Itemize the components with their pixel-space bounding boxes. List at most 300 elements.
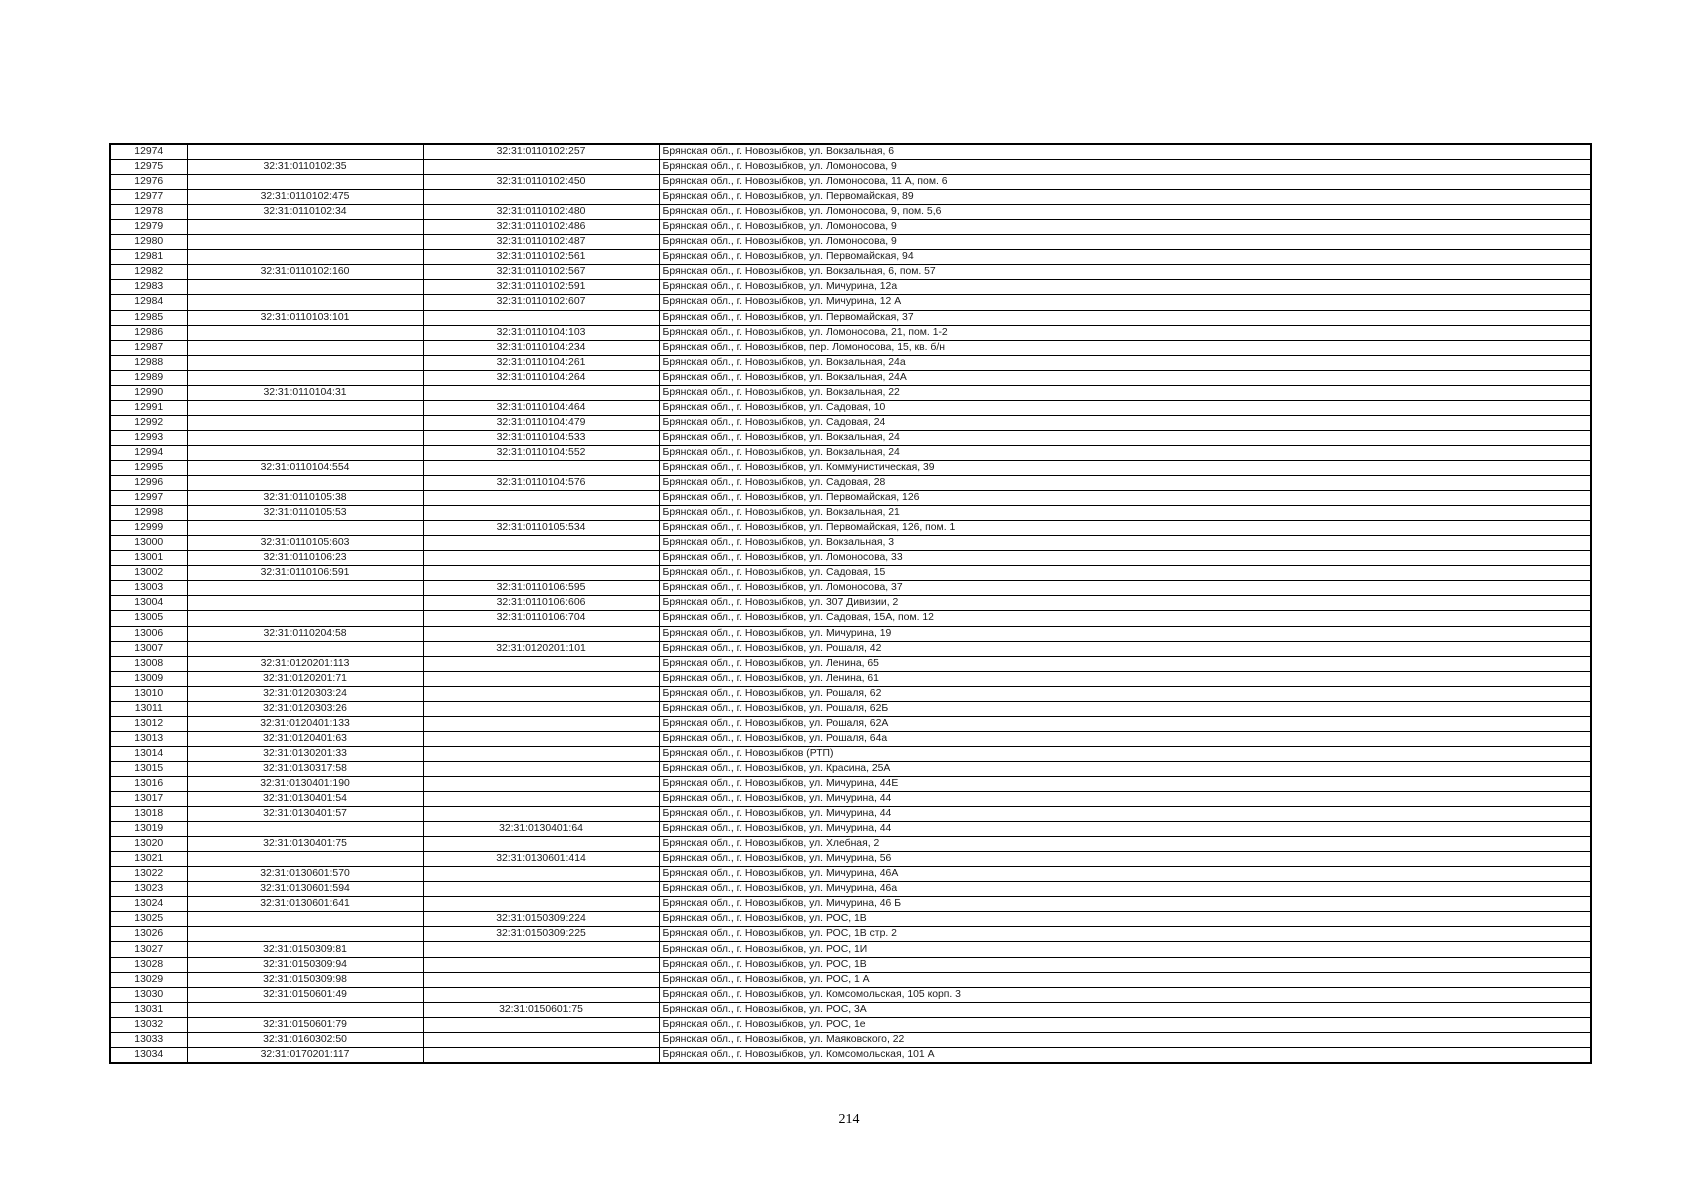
row-number-cell: 13008 bbox=[110, 656, 187, 671]
row-number-cell: 12984 bbox=[110, 295, 187, 310]
table-row bbox=[110, 852, 1591, 867]
table-row bbox=[110, 792, 1591, 807]
building-cadastral-number-cell: 32:31:0110102:591 bbox=[423, 280, 659, 295]
row-number-cell: 13018 bbox=[110, 807, 187, 822]
building-cadastral-number-cell: 32:31:0120201:101 bbox=[423, 641, 659, 656]
table-row bbox=[110, 521, 1591, 536]
cadastral-number-cell: 32:31:0110102:35 bbox=[187, 160, 423, 175]
cadastral-number-cell: 32:31:0130401:190 bbox=[187, 776, 423, 791]
row-number-cell: 13033 bbox=[110, 1032, 187, 1047]
building-cadastral-number-cell bbox=[423, 460, 659, 475]
table-row bbox=[110, 551, 1591, 566]
cadastral-number-cell: 32:31:0110104:31 bbox=[187, 385, 423, 400]
address-cell: Брянская обл., г. Новозыбков, ул. Красина, 25А bbox=[659, 761, 1591, 776]
row-number-cell: 13006 bbox=[110, 626, 187, 641]
building-cadastral-number-cell: 32:31:0110104:234 bbox=[423, 340, 659, 355]
table-row bbox=[110, 506, 1591, 521]
row-number-cell: 13015 bbox=[110, 761, 187, 776]
cadastral-number-cell bbox=[187, 295, 423, 310]
building-cadastral-number-cell: 32:31:0110102:257 bbox=[423, 144, 659, 160]
address-cell: Брянская обл., г. Новозыбков, ул. Вокзальная, 24А bbox=[659, 370, 1591, 385]
table-row bbox=[110, 430, 1591, 445]
cadastral-number-cell: 32:31:0130401:57 bbox=[187, 807, 423, 822]
address-cell: Брянская обл., г. Новозыбков, ул. Вокзальная, 6 bbox=[659, 144, 1591, 160]
address-cell: Брянская обл., г. Новозыбков, ул. Мичурина, 46 Б bbox=[659, 897, 1591, 912]
row-number-cell: 13005 bbox=[110, 611, 187, 626]
address-cell: Брянская обл., г. Новозыбков, ул. Первомайская, 94 bbox=[659, 250, 1591, 265]
table-row bbox=[110, 310, 1591, 325]
table-row bbox=[110, 912, 1591, 927]
address-cell: Брянская обл., г. Новозыбков, ул. Хлебная, 2 bbox=[659, 837, 1591, 852]
row-number-cell: 12980 bbox=[110, 235, 187, 250]
cadastral-number-cell bbox=[187, 340, 423, 355]
cadastral-number-cell: 32:31:0150309:94 bbox=[187, 957, 423, 972]
table-row bbox=[110, 280, 1591, 295]
building-cadastral-number-cell bbox=[423, 1032, 659, 1047]
cadastral-number-cell: 32:31:0110102:34 bbox=[187, 205, 423, 220]
row-number-cell: 13026 bbox=[110, 927, 187, 942]
cadastral-number-cell bbox=[187, 581, 423, 596]
cadastral-number-cell bbox=[187, 325, 423, 340]
cadastral-number-cell bbox=[187, 822, 423, 837]
table-row bbox=[110, 807, 1591, 822]
address-cell: Брянская обл., г. Новозыбков, ул. Ломоносова, 37 bbox=[659, 581, 1591, 596]
cadastral-number-cell bbox=[187, 175, 423, 190]
address-cell: Брянская обл., г. Новозыбков, ул. Вокзальная, 22 bbox=[659, 385, 1591, 400]
building-cadastral-number-cell: 32:31:0110106:606 bbox=[423, 596, 659, 611]
building-cadastral-number-cell: 32:31:0110104:264 bbox=[423, 370, 659, 385]
cadastral-number-cell: 32:31:0150601:79 bbox=[187, 1017, 423, 1032]
table-row bbox=[110, 927, 1591, 942]
address-cell: Брянская обл., г. Новозыбков, ул. РОС, 1В bbox=[659, 912, 1591, 927]
row-number-cell: 12986 bbox=[110, 325, 187, 340]
row-number-cell: 13012 bbox=[110, 716, 187, 731]
building-cadastral-number-cell: 32:31:0110102:607 bbox=[423, 295, 659, 310]
address-cell: Брянская обл., г. Новозыбков (РТП) bbox=[659, 746, 1591, 761]
building-cadastral-number-cell bbox=[423, 626, 659, 641]
cadastral-number-cell bbox=[187, 430, 423, 445]
cadastral-number-cell bbox=[187, 641, 423, 656]
address-cell: Брянская обл., г. Новозыбков, ул. Первомайская, 126 bbox=[659, 491, 1591, 506]
address-cell: Брянская обл., г. Новозыбков, ул. Рошаля, 62А bbox=[659, 716, 1591, 731]
cadastral-number-cell: 32:31:0110105:603 bbox=[187, 536, 423, 551]
cadastral-number-cell bbox=[187, 476, 423, 491]
row-number-cell: 13007 bbox=[110, 641, 187, 656]
address-cell: Брянская обл., г. Новозыбков, ул. Рошаля, 64а bbox=[659, 731, 1591, 746]
table-row bbox=[110, 656, 1591, 671]
row-number-cell: 12993 bbox=[110, 430, 187, 445]
cadastral-number-cell: 32:31:0130401:54 bbox=[187, 792, 423, 807]
address-cell: Брянская обл., г. Новозыбков, ул. Комсомольская, 101 А bbox=[659, 1047, 1591, 1063]
building-cadastral-number-cell bbox=[423, 1047, 659, 1063]
building-cadastral-number-cell: 32:31:0110104:464 bbox=[423, 400, 659, 415]
row-number-cell: 12992 bbox=[110, 415, 187, 430]
address-cell: Брянская обл., г. Новозыбков, ул. Комсомольская, 105 корп. 3 bbox=[659, 987, 1591, 1002]
row-number-cell: 13032 bbox=[110, 1017, 187, 1032]
table-row bbox=[110, 566, 1591, 581]
address-cell: Брянская обл., г. Новозыбков, ул. Ломоносова, 11 А, пом. 6 bbox=[659, 175, 1591, 190]
cadastral-number-cell: 32:31:0110105:53 bbox=[187, 506, 423, 521]
building-cadastral-number-cell bbox=[423, 897, 659, 912]
address-cell: Брянская обл., г. Новозыбков, ул. Вокзальная, 24 bbox=[659, 430, 1591, 445]
building-cadastral-number-cell bbox=[423, 701, 659, 716]
table-row bbox=[110, 746, 1591, 761]
table-row bbox=[110, 265, 1591, 280]
address-cell: Брянская обл., г. Новозыбков, ул. Вокзальная, 6, пом. 57 bbox=[659, 265, 1591, 280]
row-number-cell: 13023 bbox=[110, 882, 187, 897]
building-cadastral-number-cell: 32:31:0150601:75 bbox=[423, 1002, 659, 1017]
row-number-cell: 12998 bbox=[110, 506, 187, 521]
cadastral-number-cell: 32:31:0110106:23 bbox=[187, 551, 423, 566]
table-row bbox=[110, 701, 1591, 716]
row-number-cell: 12988 bbox=[110, 355, 187, 370]
cadastral-number-cell: 32:31:0120401:63 bbox=[187, 731, 423, 746]
table-row bbox=[110, 897, 1591, 912]
address-cell: Брянская обл., г. Новозыбков, ул. Садовая, 15 bbox=[659, 566, 1591, 581]
table-row bbox=[110, 1017, 1591, 1032]
cadastral-number-cell: 32:31:0110102:475 bbox=[187, 190, 423, 205]
row-number-cell: 13029 bbox=[110, 972, 187, 987]
address-cell: Брянская обл., г. Новозыбков, ул. Садовая, 28 bbox=[659, 476, 1591, 491]
building-cadastral-number-cell bbox=[423, 671, 659, 686]
table-row bbox=[110, 1002, 1591, 1017]
row-number-cell: 13017 bbox=[110, 792, 187, 807]
table-row bbox=[110, 686, 1591, 701]
building-cadastral-number-cell: 32:31:0110106:704 bbox=[423, 611, 659, 626]
address-cell: Брянская обл., г. Новозыбков, ул. Мичурина, 46А bbox=[659, 867, 1591, 882]
address-cell: Брянская обл., г. Новозыбков, ул. Первомайская, 37 bbox=[659, 310, 1591, 325]
table-row bbox=[110, 626, 1591, 641]
building-cadastral-number-cell bbox=[423, 1017, 659, 1032]
cadastral-number-cell: 32:31:0110105:38 bbox=[187, 491, 423, 506]
building-cadastral-number-cell bbox=[423, 190, 659, 205]
cadastral-number-cell: 32:31:0130601:641 bbox=[187, 897, 423, 912]
cadastral-number-cell bbox=[187, 400, 423, 415]
address-cell: Брянская обл., г. Новозыбков, ул. Садовая, 15А, пом. 12 bbox=[659, 611, 1591, 626]
table-row bbox=[110, 776, 1591, 791]
building-cadastral-number-cell: 32:31:0110106:595 bbox=[423, 581, 659, 596]
row-number-cell: 13016 bbox=[110, 776, 187, 791]
building-cadastral-number-cell: 32:31:0110102:486 bbox=[423, 220, 659, 235]
address-cell: Брянская обл., г. Новозыбков, ул. Вокзальная, 24а bbox=[659, 355, 1591, 370]
table-row bbox=[110, 1047, 1591, 1063]
address-cell: Брянская обл., г. Новозыбков, ул. РОС, 3А bbox=[659, 1002, 1591, 1017]
address-cell: Брянская обл., г. Новозыбков, ул. Ломоносова, 9 bbox=[659, 220, 1591, 235]
table-row bbox=[110, 641, 1591, 656]
table-row bbox=[110, 972, 1591, 987]
building-cadastral-number-cell bbox=[423, 566, 659, 581]
table-row bbox=[110, 942, 1591, 957]
row-number-cell: 12985 bbox=[110, 310, 187, 325]
cadastral-number-cell bbox=[187, 280, 423, 295]
address-cell: Брянская обл., г. Новозыбков, ул. РОС, 1е bbox=[659, 1017, 1591, 1032]
cadastral-number-cell: 32:31:0120303:24 bbox=[187, 686, 423, 701]
table-row bbox=[110, 220, 1591, 235]
cadastral-number-cell: 32:31:0130601:594 bbox=[187, 882, 423, 897]
row-number-cell: 12979 bbox=[110, 220, 187, 235]
table-row bbox=[110, 160, 1591, 175]
table-row bbox=[110, 235, 1591, 250]
row-number-cell: 12978 bbox=[110, 205, 187, 220]
row-number-cell: 12995 bbox=[110, 460, 187, 475]
address-cell: Брянская обл., г. Новозыбков, ул. Ленина, 65 bbox=[659, 656, 1591, 671]
building-cadastral-number-cell bbox=[423, 972, 659, 987]
cadastral-number-cell: 32:31:0120401:133 bbox=[187, 716, 423, 731]
row-number-cell: 13001 bbox=[110, 551, 187, 566]
cadastral-number-cell bbox=[187, 220, 423, 235]
address-cell: Брянская обл., г. Новозыбков, ул. Ломоносова, 9, пом. 5,6 bbox=[659, 205, 1591, 220]
cadastral-number-cell bbox=[187, 355, 423, 370]
address-cell: Брянская обл., г. Новозыбков, ул. РОС, 1В bbox=[659, 957, 1591, 972]
table-row bbox=[110, 325, 1591, 340]
cadastral-number-cell bbox=[187, 596, 423, 611]
table-row bbox=[110, 415, 1591, 430]
table-row bbox=[110, 460, 1591, 475]
cadastral-number-cell: 32:31:0170201:117 bbox=[187, 1047, 423, 1063]
table-row bbox=[110, 536, 1591, 551]
address-cell: Брянская обл., г. Новозыбков, ул. Рошаля, 42 bbox=[659, 641, 1591, 656]
cadastral-number-cell: 32:31:0150601:49 bbox=[187, 987, 423, 1002]
table-row bbox=[110, 987, 1591, 1002]
row-number-cell: 13011 bbox=[110, 701, 187, 716]
building-cadastral-number-cell bbox=[423, 761, 659, 776]
building-cadastral-number-cell bbox=[423, 506, 659, 521]
address-cell: Брянская обл., г. Новозыбков, ул. Садовая, 10 bbox=[659, 400, 1591, 415]
table-row bbox=[110, 882, 1591, 897]
table-row bbox=[110, 1032, 1591, 1047]
building-cadastral-number-cell bbox=[423, 746, 659, 761]
address-cell: Брянская обл., г. Новозыбков, ул. Ломоносова, 9 bbox=[659, 160, 1591, 175]
table-row bbox=[110, 611, 1591, 626]
row-number-cell: 12981 bbox=[110, 250, 187, 265]
address-cell: Брянская обл., г. Новозыбков, пер. Ломоносова, 15, кв. б/н bbox=[659, 340, 1591, 355]
table-row bbox=[110, 596, 1591, 611]
row-number-cell: 13027 bbox=[110, 942, 187, 957]
address-cell: Брянская обл., г. Новозыбков, ул. РОС, 1В стр. 2 bbox=[659, 927, 1591, 942]
table-row bbox=[110, 761, 1591, 776]
table-row bbox=[110, 385, 1591, 400]
building-cadastral-number-cell bbox=[423, 551, 659, 566]
row-number-cell: 13021 bbox=[110, 852, 187, 867]
table-row bbox=[110, 671, 1591, 686]
cadastral-number-cell bbox=[187, 912, 423, 927]
building-cadastral-number-cell: 32:31:0110104:479 bbox=[423, 415, 659, 430]
row-number-cell: 13034 bbox=[110, 1047, 187, 1063]
row-number-cell: 13000 bbox=[110, 536, 187, 551]
cadastral-number-cell: 32:31:0150309:98 bbox=[187, 972, 423, 987]
building-cadastral-number-cell bbox=[423, 536, 659, 551]
table-row bbox=[110, 837, 1591, 852]
row-number-cell: 13003 bbox=[110, 581, 187, 596]
building-cadastral-number-cell bbox=[423, 491, 659, 506]
building-cadastral-number-cell bbox=[423, 882, 659, 897]
address-cell: Брянская обл., г. Новозыбков, ул. Мичурина, 46а bbox=[659, 882, 1591, 897]
cadastral-number-cell: 32:31:0120201:113 bbox=[187, 656, 423, 671]
building-cadastral-number-cell: 32:31:0110102:480 bbox=[423, 205, 659, 220]
building-cadastral-number-cell: 32:31:0150309:224 bbox=[423, 912, 659, 927]
row-number-cell: 13031 bbox=[110, 1002, 187, 1017]
address-cell: Брянская обл., г. Новозыбков, ул. Ленина, 61 bbox=[659, 671, 1591, 686]
address-cell: Брянская обл., г. Новозыбков, ул. Вокзальная, 3 bbox=[659, 536, 1591, 551]
cadastral-number-cell: 32:31:0130317:58 bbox=[187, 761, 423, 776]
cadastral-number-cell: 32:31:0150309:81 bbox=[187, 942, 423, 957]
cadastral-number-cell bbox=[187, 927, 423, 942]
address-cell: Брянская обл., г. Новозыбков, ул. Первомайская, 89 bbox=[659, 190, 1591, 205]
row-number-cell: 12987 bbox=[110, 340, 187, 355]
building-cadastral-number-cell bbox=[423, 792, 659, 807]
address-cell: Брянская обл., г. Новозыбков, ул. Ломоносова, 21, пом. 1-2 bbox=[659, 325, 1591, 340]
building-cadastral-number-cell: 32:31:0110102:561 bbox=[423, 250, 659, 265]
cadastral-number-cell bbox=[187, 370, 423, 385]
cadastral-number-cell bbox=[187, 521, 423, 536]
table-row bbox=[110, 731, 1591, 746]
cadastral-number-cell bbox=[187, 415, 423, 430]
registry-table bbox=[109, 143, 1592, 1064]
table-row bbox=[110, 355, 1591, 370]
row-number-cell: 12996 bbox=[110, 476, 187, 491]
cadastral-number-cell: 32:31:0110204:58 bbox=[187, 626, 423, 641]
cadastral-number-cell: 32:31:0110104:554 bbox=[187, 460, 423, 475]
address-cell: Брянская обл., г. Новозыбков, ул. Рошаля, 62 bbox=[659, 686, 1591, 701]
building-cadastral-number-cell: 32:31:0110102:567 bbox=[423, 265, 659, 280]
table-row bbox=[110, 476, 1591, 491]
row-number-cell: 13025 bbox=[110, 912, 187, 927]
building-cadastral-number-cell bbox=[423, 942, 659, 957]
cadastral-number-cell bbox=[187, 1002, 423, 1017]
table-row bbox=[110, 400, 1591, 415]
table-row bbox=[110, 370, 1591, 385]
address-cell: Брянская обл., г. Новозыбков, ул. Вокзальная, 21 bbox=[659, 506, 1591, 521]
cadastral-number-cell: 32:31:0130401:75 bbox=[187, 837, 423, 852]
row-number-cell: 12974 bbox=[110, 144, 187, 160]
address-cell: Брянская обл., г. Новозыбков, ул. Мичурина, 44Е bbox=[659, 776, 1591, 791]
cadastral-number-cell bbox=[187, 250, 423, 265]
row-number-cell: 13022 bbox=[110, 867, 187, 882]
row-number-cell: 13020 bbox=[110, 837, 187, 852]
row-number-cell: 12999 bbox=[110, 521, 187, 536]
building-cadastral-number-cell: 32:31:0130401:64 bbox=[423, 822, 659, 837]
address-cell: Брянская обл., г. Новозыбков, ул. Маяковского, 22 bbox=[659, 1032, 1591, 1047]
building-cadastral-number-cell: 32:31:0150309:225 bbox=[423, 927, 659, 942]
address-cell: Брянская обл., г. Новозыбков, ул. Мичурина, 44 bbox=[659, 792, 1591, 807]
row-number-cell: 12991 bbox=[110, 400, 187, 415]
row-number-cell: 12994 bbox=[110, 445, 187, 460]
address-cell: Брянская обл., г. Новозыбков, ул. Первомайская, 126, пом. 1 bbox=[659, 521, 1591, 536]
cadastral-number-cell: 32:31:0130201:33 bbox=[187, 746, 423, 761]
table-body bbox=[110, 144, 1591, 1063]
row-number-cell: 12989 bbox=[110, 370, 187, 385]
cadastral-number-cell: 32:31:0130601:570 bbox=[187, 867, 423, 882]
address-cell: Брянская обл., г. Новозыбков, ул. Мичурина, 19 bbox=[659, 626, 1591, 641]
cadastral-number-cell: 32:31:0120303:26 bbox=[187, 701, 423, 716]
building-cadastral-number-cell: 32:31:0110102:450 bbox=[423, 175, 659, 190]
building-cadastral-number-cell bbox=[423, 160, 659, 175]
row-number-cell: 13030 bbox=[110, 987, 187, 1002]
address-cell: Брянская обл., г. Новозыбков, ул. Садовая, 24 bbox=[659, 415, 1591, 430]
address-cell: Брянская обл., г. Новозыбков, ул. Мичурина, 44 bbox=[659, 807, 1591, 822]
address-cell: Брянская обл., г. Новозыбков, ул. Коммунистическая, 39 bbox=[659, 460, 1591, 475]
cadastral-number-cell: 32:31:0160302:50 bbox=[187, 1032, 423, 1047]
building-cadastral-number-cell bbox=[423, 867, 659, 882]
building-cadastral-number-cell: 32:31:0110104:533 bbox=[423, 430, 659, 445]
building-cadastral-number-cell bbox=[423, 656, 659, 671]
building-cadastral-number-cell: 32:31:0110104:261 bbox=[423, 355, 659, 370]
table-row bbox=[110, 491, 1591, 506]
row-number-cell: 13010 bbox=[110, 686, 187, 701]
table-row bbox=[110, 716, 1591, 731]
row-number-cell: 12982 bbox=[110, 265, 187, 280]
row-number-cell: 13009 bbox=[110, 671, 187, 686]
building-cadastral-number-cell bbox=[423, 776, 659, 791]
address-cell: Брянская обл., г. Новозыбков, ул. Ломоносова, 33 bbox=[659, 551, 1591, 566]
row-number-cell: 13013 bbox=[110, 731, 187, 746]
row-number-cell: 12990 bbox=[110, 385, 187, 400]
building-cadastral-number-cell bbox=[423, 310, 659, 325]
row-number-cell: 13004 bbox=[110, 596, 187, 611]
table-row bbox=[110, 250, 1591, 265]
row-number-cell: 12975 bbox=[110, 160, 187, 175]
address-cell: Брянская обл., г. Новозыбков, ул. Мичурина, 56 bbox=[659, 852, 1591, 867]
address-cell: Брянская обл., г. Новозыбков, ул. РОС, 1И bbox=[659, 942, 1591, 957]
building-cadastral-number-cell: 32:31:0110102:487 bbox=[423, 235, 659, 250]
building-cadastral-number-cell: 32:31:0110105:534 bbox=[423, 521, 659, 536]
cadastral-number-cell bbox=[187, 235, 423, 250]
building-cadastral-number-cell: 32:31:0110104:576 bbox=[423, 476, 659, 491]
address-cell: Брянская обл., г. Новозыбков, ул. Ломоносова, 9 bbox=[659, 235, 1591, 250]
cadastral-number-cell bbox=[187, 611, 423, 626]
table-row bbox=[110, 190, 1591, 205]
table-row bbox=[110, 867, 1591, 882]
page-number: 214 bbox=[838, 1112, 860, 1127]
address-cell: Брянская обл., г. Новозыбков, ул. 307 Дивизии, 2 bbox=[659, 596, 1591, 611]
address-cell: Брянская обл., г. Новозыбков, ул. Мичурина, 12а bbox=[659, 280, 1591, 295]
address-cell: Брянская обл., г. Новозыбков, ул. Вокзальная, 24 bbox=[659, 445, 1591, 460]
table-row bbox=[110, 175, 1591, 190]
row-number-cell: 12976 bbox=[110, 175, 187, 190]
building-cadastral-number-cell bbox=[423, 385, 659, 400]
row-number-cell: 12997 bbox=[110, 491, 187, 506]
table-row bbox=[110, 445, 1591, 460]
building-cadastral-number-cell bbox=[423, 807, 659, 822]
table-row bbox=[110, 822, 1591, 837]
row-number-cell: 13002 bbox=[110, 566, 187, 581]
table-row bbox=[110, 340, 1591, 355]
table-row bbox=[110, 205, 1591, 220]
building-cadastral-number-cell bbox=[423, 716, 659, 731]
table-row bbox=[110, 581, 1591, 596]
building-cadastral-number-cell bbox=[423, 987, 659, 1002]
building-cadastral-number-cell bbox=[423, 957, 659, 972]
row-number-cell: 13024 bbox=[110, 897, 187, 912]
building-cadastral-number-cell bbox=[423, 686, 659, 701]
cadastral-number-cell: 32:31:0110102:160 bbox=[187, 265, 423, 280]
cadastral-number-cell bbox=[187, 445, 423, 460]
building-cadastral-number-cell bbox=[423, 731, 659, 746]
table-row bbox=[110, 295, 1591, 310]
row-number-cell: 12977 bbox=[110, 190, 187, 205]
address-cell: Брянская обл., г. Новозыбков, ул. РОС, 1 А bbox=[659, 972, 1591, 987]
cadastral-number-cell bbox=[187, 144, 423, 160]
building-cadastral-number-cell bbox=[423, 837, 659, 852]
cadastral-number-cell: 32:31:0110106:591 bbox=[187, 566, 423, 581]
cadastral-number-cell: 32:31:0110103:101 bbox=[187, 310, 423, 325]
table-row bbox=[110, 144, 1591, 160]
address-cell: Брянская обл., г. Новозыбков, ул. Мичурина, 12 А bbox=[659, 295, 1591, 310]
row-number-cell: 13014 bbox=[110, 746, 187, 761]
row-number-cell: 12983 bbox=[110, 280, 187, 295]
building-cadastral-number-cell: 32:31:0130601:414 bbox=[423, 852, 659, 867]
row-number-cell: 13028 bbox=[110, 957, 187, 972]
